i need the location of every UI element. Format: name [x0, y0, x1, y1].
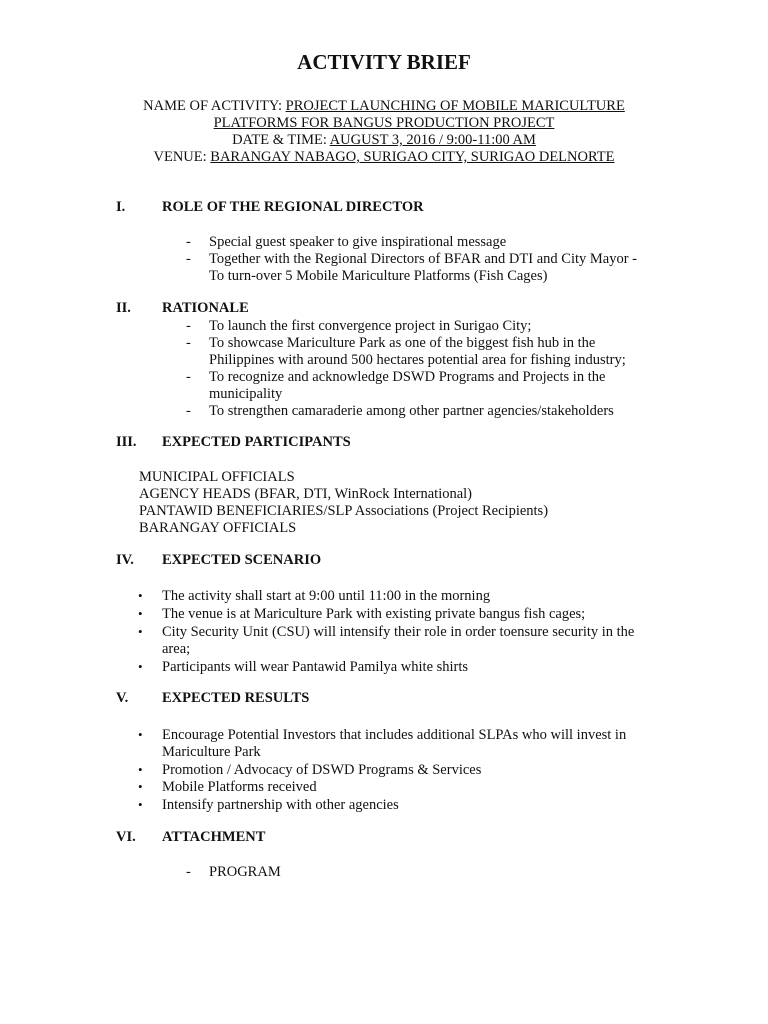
list-item: Intensify partnership with other agencies	[162, 797, 399, 813]
list-item: Participants will wear Pantawid Pamilya white shirts	[162, 659, 469, 675]
list-item: To strengthen camaraderie among other partner agencies/stakeholders	[209, 403, 614, 419]
section-6-number: VI.	[116, 829, 136, 845]
list-item-continued: area;	[162, 641, 191, 657]
list-item: AGENCY HEADS (BFAR, DTI, WinRock International)	[139, 486, 473, 502]
list-item: Encourage Potential Investors that includes additional SLPAs who will invest in	[162, 727, 627, 743]
dash-marker: -	[186, 369, 191, 385]
list-item: Together with the Regional Directors of BFAR and DTI and City Mayor -	[209, 251, 637, 267]
list-item: PROGRAM	[209, 864, 281, 880]
bullet-marker: •	[138, 797, 143, 812]
bullet-marker: •	[138, 588, 143, 603]
list-item: PANTAWID BENEFICIARIES/SLP Associations (Project Recipients)	[139, 503, 549, 519]
venue-label: VENUE:	[153, 149, 211, 165]
dash-marker: -	[186, 864, 191, 880]
activity-name-line-1	[0, 98, 768, 115]
section-3-title: EXPECTED PARTICIPANTS	[162, 434, 351, 450]
list-item-continued: Mariculture Park	[162, 744, 261, 760]
list-item-continued: To turn-over 5 Mobile Mariculture Platforms (Fish Cages)	[209, 268, 548, 284]
list-item: Mobile Platforms received	[162, 779, 317, 795]
section-6-title: ATTACHMENT	[162, 829, 266, 845]
section-5-number: V.	[116, 690, 129, 706]
section-2-title: RATIONALE	[162, 300, 249, 316]
bullet-marker: •	[138, 762, 143, 777]
activity-name-label: NAME OF ACTIVITY:	[143, 98, 286, 114]
bullet-marker: •	[138, 779, 143, 794]
list-item: The activity shall start at 9:00 until 11:00 in the morning	[162, 588, 491, 604]
date-value: AUGUST 3, 2016 / 9:00-11:00 AM	[329, 132, 536, 148]
list-item-continued: Philippines with around 500 hectares potential area for fishing industry;	[209, 352, 626, 368]
dash-marker: -	[186, 234, 191, 250]
section-2-number: II.	[116, 300, 131, 316]
date-label: DATE & TIME:	[232, 132, 330, 148]
activity-name-line-2	[0, 115, 768, 132]
section-5-title: EXPECTED RESULTS	[162, 690, 310, 706]
list-item: MUNICIPAL OFFICIALS	[139, 469, 295, 485]
dash-marker: -	[186, 403, 191, 419]
activity-name-value-2: PLATFORMS FOR BANGUS PRODUCTION PROJECT	[213, 115, 555, 131]
venue-line	[0, 149, 768, 166]
dash-marker: -	[186, 335, 191, 351]
list-item: To showcase Mariculture Park as one of the biggest fish hub in the	[209, 335, 596, 351]
bullet-marker: •	[138, 727, 143, 742]
section-4-number: IV.	[116, 552, 134, 568]
list-item: To launch the first convergence project in Surigao City;	[209, 318, 532, 334]
activity-name-value-1: PROJECT LAUNCHING OF MOBILE MARICULTURE	[285, 98, 625, 114]
bullet-marker: •	[138, 606, 143, 621]
document-title: ACTIVITY BRIEF	[297, 50, 471, 74]
bullet-marker: •	[138, 659, 143, 674]
section-3-number: III.	[116, 434, 137, 450]
list-item: Promotion / Advocacy of DSWD Programs & Services	[162, 762, 482, 778]
section-4-title: EXPECTED SCENARIO	[162, 552, 322, 568]
list-item: BARANGAY OFFICIALS	[139, 520, 297, 536]
dash-marker: -	[186, 251, 191, 267]
venue-value: BARANGAY NABAGO, SURIGAO CITY, SURIGAO DELNORTE	[210, 149, 615, 165]
bullet-marker: •	[138, 624, 143, 639]
section-1-number: I.	[116, 199, 126, 215]
list-item: City Security Unit (CSU) will intensify their role in order toensure security in the	[162, 624, 635, 640]
list-item: Special guest speaker to give inspirational message	[209, 234, 507, 250]
date-time-line	[0, 132, 768, 149]
dash-marker: -	[186, 318, 191, 334]
list-item: The venue is at Mariculture Park with existing private bangus fish cages;	[162, 606, 586, 622]
section-1-title: ROLE OF THE REGIONAL DIRECTOR	[162, 199, 424, 215]
list-item-continued: municipality	[209, 386, 283, 402]
list-item: To recognize and acknowledge DSWD Programs and Projects in the	[209, 369, 606, 385]
